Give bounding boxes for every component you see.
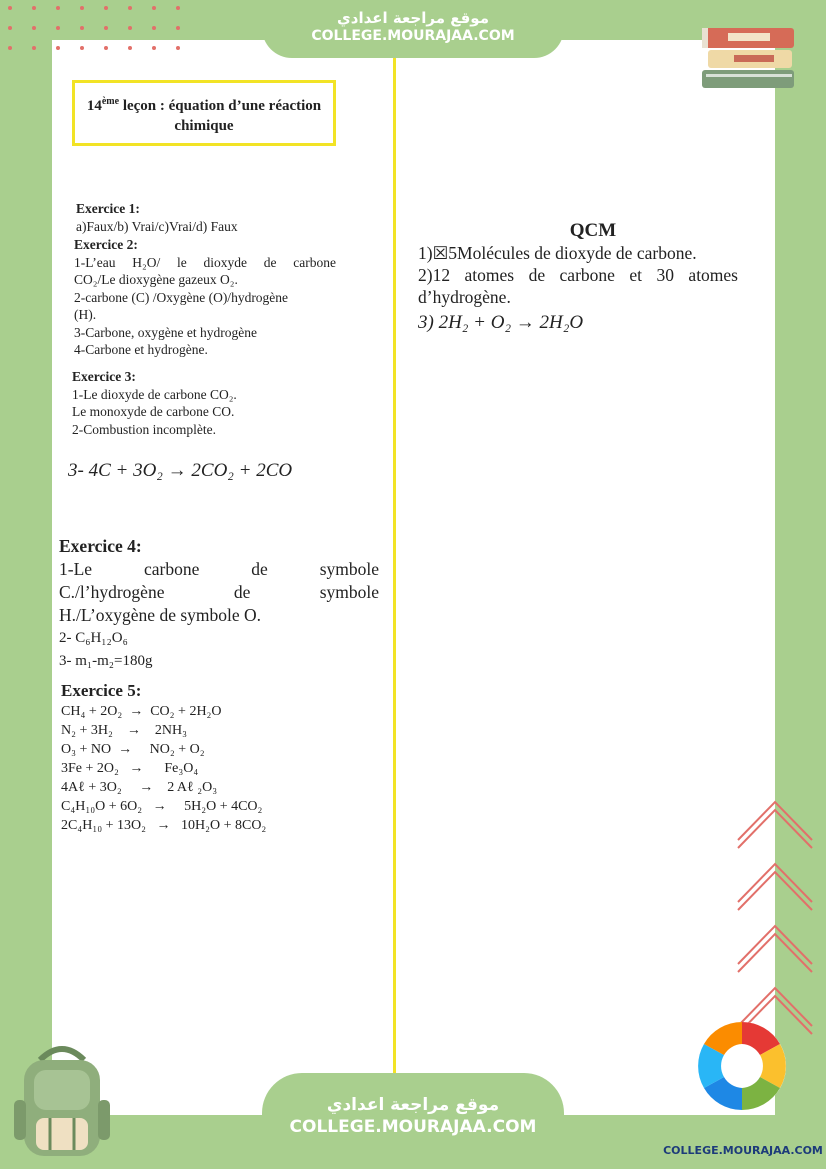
footer-arabic-title: موقع مراجعة اعدادي <box>326 1095 500 1115</box>
exercise-4 <box>59 535 379 673</box>
footer-banner <box>262 1073 564 1169</box>
exercise-4-line: 3- m₁-m₂=180g <box>59 653 153 669</box>
subjects-wheel-icon <box>694 1018 790 1114</box>
lesson-number: 14 <box>86 98 102 114</box>
exercise-4-line: H./L’oxygène de symbole O. <box>59 605 262 625</box>
exercise-4-line: 2- C₆H₁₂O₆ <box>59 630 128 646</box>
exercise-2-heading: Exercice 2: <box>74 237 138 252</box>
lesson-title-box <box>72 80 336 146</box>
qcm-answer-1: 1)☒5Molécules de dioxyde de carbone. <box>418 243 697 263</box>
header-site-link[interactable]: COLLEGE.MOURAJAA.COM <box>311 28 515 44</box>
exercise-3-equation: 3- 4C + 3O₂ → 2CO₂ + 2CO <box>68 460 293 481</box>
exercise-1 <box>76 200 346 235</box>
exercise-3-line: 1-Le dioxyde de carbone CO₂. <box>72 386 237 402</box>
qcm-title: QCM <box>569 220 617 241</box>
exercise-2-line: 1-L’eau H₂O/ le dioxyde de carbone <box>74 254 336 270</box>
equation-line: C₄H₁₀O + 6O₂ → 5H₂O + 4CO₂ <box>61 799 263 814</box>
exercise-3-line: Le monoxyde de carbone CO. <box>72 404 235 419</box>
exercise-4-heading: Exercice 4: <box>59 536 142 556</box>
exercise-1-heading: Exercice 1: <box>76 201 140 216</box>
exercise-2 <box>74 236 336 359</box>
books-icon <box>694 10 804 100</box>
equation-line: CH₄ + 2O₂ → CO₂ + 2H₂O <box>61 704 222 719</box>
exercise-3-line: 2-Combustion incomplète. <box>72 421 216 437</box>
equation-line: N₂ + 3H₂ → 2NH₃ <box>61 723 187 738</box>
exercise-5 <box>61 680 361 835</box>
chevron-up-icon <box>730 790 820 1040</box>
qcm-answer-2: 2)12 atomes de carbone et 30 atomes d’hydrogène. <box>418 265 738 307</box>
header-banner <box>262 0 564 58</box>
equation-line: 2C₄H₁₀ + 13O₂ → 10H₂O + 8CO₂ <box>61 818 267 833</box>
qcm-section <box>418 220 738 334</box>
lesson-number-suffix: ème <box>101 96 120 107</box>
decorative-dots <box>8 6 198 54</box>
lesson-title: leçon : équation d’une réaction chimique <box>119 98 322 134</box>
exercise-1-line: a)Faux/b) Vrai/c)Vrai/d) Faux <box>76 218 238 234</box>
exercise-2-line: 3-Carbone, oxygène et hydrogène <box>74 324 257 340</box>
exercise-2-line: (H). <box>74 307 97 322</box>
column-divider <box>393 58 396 1073</box>
backpack-icon <box>10 1040 115 1160</box>
exercise-5-heading: Exercice 5: <box>61 681 142 700</box>
exercise-2-line: 4-Carbone et hydrogène. <box>74 342 208 357</box>
exercise-3 <box>72 368 342 438</box>
equation-line: 3Fe + 2O₂ → Fe₃O₄ <box>61 761 199 776</box>
exercise-4-line: 1-Le carbone de symbole <box>59 559 379 579</box>
logo-label: COLLEGE.MOURAJAA.COM <box>663 1144 823 1157</box>
equation-line: O₃ + NO → NO₂ + O₂ <box>61 742 205 757</box>
exercise-4-line: C./l’hydrogène de symbole <box>59 582 379 602</box>
qcm-answer-3: 3) 2H₂ + O₂ → 2H₂O <box>418 312 584 333</box>
equation-line: 4Aℓ + 3O₂ → 2 Aℓ ₂O₃ <box>61 780 218 795</box>
exercise-3-heading: Exercice 3: <box>72 369 136 384</box>
exercise-2-line: 2-carbone (C) /Oxygène (O)/hydrogène <box>74 289 289 305</box>
header-arabic-title: موقع مراجعة اعدادي <box>337 9 489 27</box>
exercise-2-line: CO₂/Le dioxygène gazeux O₂. <box>74 272 238 287</box>
footer-site-link[interactable]: COLLEGE.MOURAJAA.COM <box>289 1117 537 1137</box>
